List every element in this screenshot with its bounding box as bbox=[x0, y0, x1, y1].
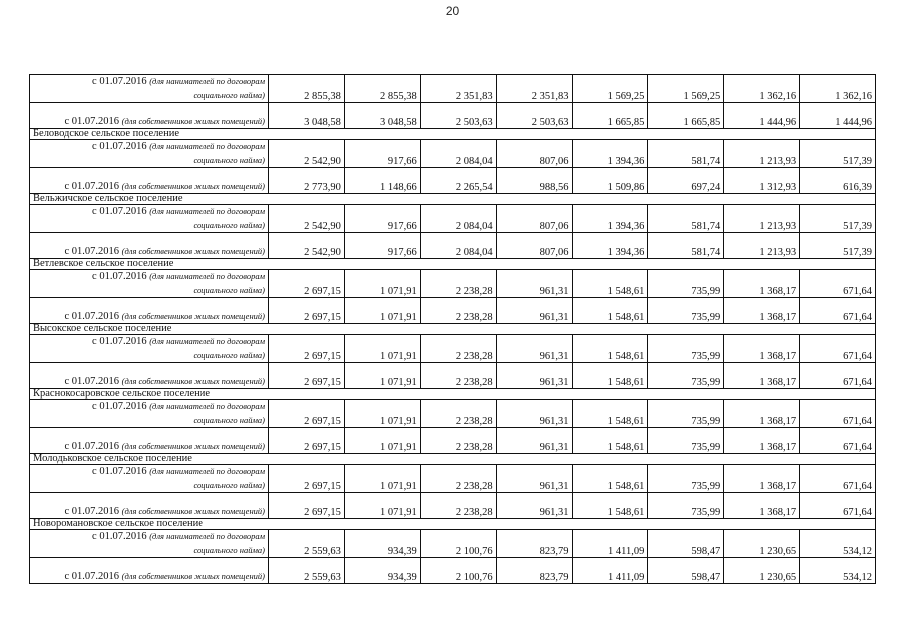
tariff-value-cell: 1 548,61 bbox=[572, 335, 648, 363]
row-label-owners bbox=[30, 428, 269, 454]
tariff-value-cell: 823,79 bbox=[496, 558, 572, 584]
row-label-tenants bbox=[30, 75, 269, 103]
tariff-value-cell: 807,06 bbox=[496, 205, 572, 233]
category-note: (для нанимателей по договорам bbox=[149, 141, 265, 151]
tariff-value-cell: 1 071,91 bbox=[344, 363, 420, 389]
table-row-owners bbox=[30, 168, 876, 194]
effective-date-text: с 01.07.2016 bbox=[92, 466, 150, 477]
tariff-value-cell: 1 509,86 bbox=[572, 168, 648, 194]
tariff-value-cell: 2 697,15 bbox=[269, 298, 345, 324]
tariff-value-cell: 1 569,25 bbox=[648, 75, 724, 103]
category-note: (для нанимателей по договорам bbox=[149, 206, 265, 216]
tariff-value-cell: 1 665,85 bbox=[572, 103, 648, 129]
tariff-value-cell: 1 071,91 bbox=[344, 298, 420, 324]
category-note: (для собственников жилых помещений) bbox=[121, 246, 265, 256]
tariff-value-cell: 961,31 bbox=[496, 363, 572, 389]
row-label-tenants bbox=[30, 400, 269, 428]
tariff-value-cell: 1 213,93 bbox=[724, 205, 800, 233]
category-note-continued: социального найма) bbox=[193, 349, 265, 360]
tariff-value-cell: 3 048,58 bbox=[269, 103, 345, 129]
tariff-table-body bbox=[30, 75, 876, 584]
tariff-value-cell: 934,39 bbox=[344, 558, 420, 584]
tariff-value-cell: 1 368,17 bbox=[724, 493, 800, 519]
tariff-value-cell: 671,64 bbox=[800, 465, 876, 493]
tariff-value-cell: 1 548,61 bbox=[572, 400, 648, 428]
section-header-row bbox=[30, 389, 876, 400]
tariff-value-cell: 917,66 bbox=[344, 140, 420, 168]
row-label-tenants bbox=[30, 465, 269, 493]
tariff-value-cell: 1 312,93 bbox=[724, 168, 800, 194]
tariff-value-cell: 671,64 bbox=[800, 428, 876, 454]
tariff-value-cell: 2 697,15 bbox=[269, 493, 345, 519]
tariff-value-cell: 2 855,38 bbox=[344, 75, 420, 103]
table-row-owners bbox=[30, 233, 876, 259]
settlement-name: Молодьковское сельское поселение bbox=[30, 454, 876, 465]
tariff-value-cell: 1 071,91 bbox=[344, 428, 420, 454]
tariff-value-cell: 1 548,61 bbox=[572, 270, 648, 298]
table-row-owners bbox=[30, 558, 876, 584]
tariff-value-cell: 616,39 bbox=[800, 168, 876, 194]
effective-date-text: с 01.07.2016 bbox=[64, 246, 122, 257]
table-row-owners bbox=[30, 103, 876, 129]
settlement-name: Высокское сельское поселение bbox=[30, 324, 876, 335]
tariff-value-cell: 2 084,04 bbox=[420, 140, 496, 168]
section-header-row bbox=[30, 454, 876, 465]
effective-date-text: с 01.07.2016 bbox=[64, 376, 122, 387]
settlement-name: Ветлевское сельское поселение bbox=[30, 259, 876, 270]
tariff-value-cell: 1 368,17 bbox=[724, 465, 800, 493]
tariff-value-cell: 2 697,15 bbox=[269, 335, 345, 363]
tariff-value-cell: 1 213,93 bbox=[724, 233, 800, 259]
tariff-value-cell: 1 071,91 bbox=[344, 335, 420, 363]
tariff-value-cell: 1 411,09 bbox=[572, 530, 648, 558]
tariff-value-cell: 2 542,90 bbox=[269, 205, 345, 233]
tariff-value-cell: 2 238,28 bbox=[420, 400, 496, 428]
tariff-value-cell: 517,39 bbox=[800, 233, 876, 259]
table-row-tenants bbox=[30, 400, 876, 428]
tariff-value-cell: 1 368,17 bbox=[724, 363, 800, 389]
table-row-owners bbox=[30, 428, 876, 454]
category-note: (для нанимателей по договорам bbox=[149, 271, 265, 281]
effective-date-text: с 01.07.2016 bbox=[92, 76, 150, 87]
tariff-value-cell: 1 569,25 bbox=[572, 75, 648, 103]
tariff-value-cell: 1 362,16 bbox=[724, 75, 800, 103]
table-row-owners bbox=[30, 363, 876, 389]
row-label-owners bbox=[30, 103, 269, 129]
category-note: (для собственников жилых помещений) bbox=[121, 181, 265, 191]
tariff-value-cell: 671,64 bbox=[800, 493, 876, 519]
row-label-tenants bbox=[30, 270, 269, 298]
tariff-value-cell: 598,47 bbox=[648, 530, 724, 558]
tariff-value-cell: 2 697,15 bbox=[269, 270, 345, 298]
tariff-value-cell: 735,99 bbox=[648, 298, 724, 324]
tariff-value-cell: 2 697,15 bbox=[269, 400, 345, 428]
tariff-value-cell: 1 444,96 bbox=[724, 103, 800, 129]
tariff-value-cell: 1 071,91 bbox=[344, 400, 420, 428]
tariff-value-cell: 1 148,66 bbox=[344, 168, 420, 194]
tariff-value-cell: 671,64 bbox=[800, 270, 876, 298]
tariff-value-cell: 2 697,15 bbox=[269, 465, 345, 493]
tariff-value-cell: 2 238,28 bbox=[420, 298, 496, 324]
tariff-value-cell: 1 213,93 bbox=[724, 140, 800, 168]
tariff-value-cell: 1 071,91 bbox=[344, 270, 420, 298]
category-note: (для собственников жилых помещений) bbox=[121, 116, 265, 126]
tariff-value-cell: 934,39 bbox=[344, 530, 420, 558]
tariff-value-cell: 534,12 bbox=[800, 530, 876, 558]
effective-date-text: с 01.07.2016 bbox=[92, 336, 150, 347]
tariff-value-cell: 2 697,15 bbox=[269, 363, 345, 389]
tariff-value-cell: 598,47 bbox=[648, 558, 724, 584]
effective-date-text: с 01.07.2016 bbox=[92, 271, 150, 282]
tariff-value-cell: 2 559,63 bbox=[269, 558, 345, 584]
tariff-value-cell: 961,31 bbox=[496, 428, 572, 454]
tariff-value-cell: 735,99 bbox=[648, 428, 724, 454]
row-label-owners bbox=[30, 168, 269, 194]
category-note-continued: социального найма) bbox=[193, 154, 265, 165]
effective-date-text: с 01.07.2016 bbox=[64, 571, 122, 582]
tariff-value-cell: 961,31 bbox=[496, 270, 572, 298]
effective-date-text: с 01.07.2016 bbox=[92, 401, 150, 412]
tariff-value-cell: 1 394,36 bbox=[572, 140, 648, 168]
effective-date-text: с 01.07.2016 bbox=[64, 506, 122, 517]
tariff-value-cell: 534,12 bbox=[800, 558, 876, 584]
category-note: (для нанимателей по договорам bbox=[149, 466, 265, 476]
tariff-value-cell: 735,99 bbox=[648, 400, 724, 428]
table-row-tenants bbox=[30, 335, 876, 363]
tariff-value-cell: 735,99 bbox=[648, 363, 724, 389]
tariff-value-cell: 988,56 bbox=[496, 168, 572, 194]
category-note: (для собственников жилых помещений) bbox=[121, 571, 265, 581]
table-row-owners bbox=[30, 298, 876, 324]
tariff-value-cell: 2 503,63 bbox=[420, 103, 496, 129]
tariff-value-cell: 1 394,36 bbox=[572, 205, 648, 233]
tariff-value-cell: 2 773,90 bbox=[269, 168, 345, 194]
category-note: (для нанимателей по договорам bbox=[149, 531, 265, 541]
effective-date-text: с 01.07.2016 bbox=[64, 181, 122, 192]
category-note: (для собственников жилых помещений) bbox=[121, 506, 265, 516]
tariff-value-cell: 961,31 bbox=[496, 400, 572, 428]
effective-date-text: с 01.07.2016 bbox=[64, 311, 122, 322]
tariff-value-cell: 735,99 bbox=[648, 335, 724, 363]
tariff-value-cell: 671,64 bbox=[800, 298, 876, 324]
tariff-value-cell: 1 444,96 bbox=[800, 103, 876, 129]
category-note-continued: социального найма) bbox=[193, 544, 265, 555]
settlement-name: Вельжичское сельское поселение bbox=[30, 194, 876, 205]
table-row-tenants bbox=[30, 140, 876, 168]
tariff-value-cell: 1 548,61 bbox=[572, 493, 648, 519]
settlement-name: Новоромановское сельское поселение bbox=[30, 519, 876, 530]
tariff-value-cell: 671,64 bbox=[800, 400, 876, 428]
table-row-tenants bbox=[30, 270, 876, 298]
tariff-value-cell: 1 230,65 bbox=[724, 558, 800, 584]
effective-date-text: с 01.07.2016 bbox=[64, 116, 122, 127]
tariff-value-cell: 581,74 bbox=[648, 233, 724, 259]
tariff-value-cell: 807,06 bbox=[496, 233, 572, 259]
tariff-value-cell: 1 071,91 bbox=[344, 465, 420, 493]
tariff-value-cell: 2 542,90 bbox=[269, 233, 345, 259]
tariff-value-cell: 2 238,28 bbox=[420, 493, 496, 519]
tariff-value-cell: 1 548,61 bbox=[572, 428, 648, 454]
row-label-tenants bbox=[30, 205, 269, 233]
tariff-value-cell: 1 394,36 bbox=[572, 233, 648, 259]
tariff-value-cell: 2 238,28 bbox=[420, 335, 496, 363]
tariff-value-cell: 1 548,61 bbox=[572, 465, 648, 493]
category-note: (для собственников жилых помещений) bbox=[121, 311, 265, 321]
tariff-value-cell: 2 084,04 bbox=[420, 205, 496, 233]
tariff-value-cell: 671,64 bbox=[800, 363, 876, 389]
section-header-row bbox=[30, 259, 876, 270]
section-header-row bbox=[30, 324, 876, 335]
tariff-value-cell: 517,39 bbox=[800, 140, 876, 168]
category-note: (для собственников жилых помещений) bbox=[121, 376, 265, 386]
tariff-value-cell: 1 368,17 bbox=[724, 270, 800, 298]
tariff-value-cell: 2 265,54 bbox=[420, 168, 496, 194]
tariff-value-cell: 735,99 bbox=[648, 465, 724, 493]
tariff-value-cell: 1 548,61 bbox=[572, 298, 648, 324]
table-row-tenants bbox=[30, 75, 876, 103]
table-row-owners bbox=[30, 493, 876, 519]
effective-date-text: с 01.07.2016 bbox=[64, 441, 122, 452]
tariff-value-cell: 1 368,17 bbox=[724, 400, 800, 428]
table-row-tenants bbox=[30, 465, 876, 493]
tariff-value-cell: 671,64 bbox=[800, 335, 876, 363]
category-note-continued: социального найма) bbox=[193, 414, 265, 425]
tariff-value-cell: 581,74 bbox=[648, 140, 724, 168]
tariff-value-cell: 697,24 bbox=[648, 168, 724, 194]
tariff-value-cell: 2 238,28 bbox=[420, 270, 496, 298]
effective-date-text: с 01.07.2016 bbox=[92, 206, 150, 217]
category-note: (для нанимателей по договорам bbox=[149, 401, 265, 411]
category-note: (для собственников жилых помещений) bbox=[121, 441, 265, 451]
tariff-value-cell: 917,66 bbox=[344, 233, 420, 259]
tariff-value-cell: 1 071,91 bbox=[344, 493, 420, 519]
section-header-row bbox=[30, 194, 876, 205]
row-label-owners bbox=[30, 298, 269, 324]
page-number: 20 bbox=[445, 4, 460, 18]
settlement-name: Беловодское сельское поселение bbox=[30, 129, 876, 140]
section-header-row bbox=[30, 129, 876, 140]
effective-date-text: с 01.07.2016 bbox=[92, 531, 150, 542]
tariff-value-cell: 517,39 bbox=[800, 205, 876, 233]
tariff-value-cell: 961,31 bbox=[496, 335, 572, 363]
row-label-owners bbox=[30, 558, 269, 584]
tariff-value-cell: 1 665,85 bbox=[648, 103, 724, 129]
tariff-value-cell: 1 368,17 bbox=[724, 428, 800, 454]
settlement-name: Краснокосаровское сельское поселение bbox=[30, 389, 876, 400]
tariff-value-cell: 581,74 bbox=[648, 205, 724, 233]
tariff-value-cell: 735,99 bbox=[648, 270, 724, 298]
tariff-value-cell: 1 368,17 bbox=[724, 298, 800, 324]
tariff-value-cell: 2 542,90 bbox=[269, 140, 345, 168]
table-row-tenants bbox=[30, 205, 876, 233]
section-header-row bbox=[30, 519, 876, 530]
tariff-value-cell: 2 559,63 bbox=[269, 530, 345, 558]
tariff-value-cell: 961,31 bbox=[496, 465, 572, 493]
tariff-value-cell: 917,66 bbox=[344, 205, 420, 233]
tariff-value-cell: 1 230,65 bbox=[724, 530, 800, 558]
category-note-continued: социального найма) bbox=[193, 479, 265, 490]
tariff-value-cell: 3 048,58 bbox=[344, 103, 420, 129]
tariff-value-cell: 1 548,61 bbox=[572, 363, 648, 389]
tariff-value-cell: 2 100,76 bbox=[420, 530, 496, 558]
tariff-value-cell: 2 351,83 bbox=[496, 75, 572, 103]
row-label-tenants bbox=[30, 530, 269, 558]
tariff-value-cell: 2 238,28 bbox=[420, 428, 496, 454]
tariff-value-cell: 2 503,63 bbox=[496, 103, 572, 129]
tariff-value-cell: 1 368,17 bbox=[724, 335, 800, 363]
row-label-owners bbox=[30, 233, 269, 259]
category-note-continued: социального найма) bbox=[193, 284, 265, 295]
row-label-owners bbox=[30, 493, 269, 519]
tariff-value-cell: 2 238,28 bbox=[420, 363, 496, 389]
effective-date-text: с 01.07.2016 bbox=[92, 141, 150, 152]
row-label-tenants bbox=[30, 335, 269, 363]
tariff-value-cell: 2 084,04 bbox=[420, 233, 496, 259]
tariff-value-cell: 2 697,15 bbox=[269, 428, 345, 454]
tariff-value-cell: 961,31 bbox=[496, 493, 572, 519]
tariff-value-cell: 2 238,28 bbox=[420, 465, 496, 493]
tariff-value-cell: 961,31 bbox=[496, 298, 572, 324]
tariff-value-cell: 2 100,76 bbox=[420, 558, 496, 584]
tariff-value-cell: 1 411,09 bbox=[572, 558, 648, 584]
row-label-owners bbox=[30, 363, 269, 389]
tariff-value-cell: 1 362,16 bbox=[800, 75, 876, 103]
category-note-continued: социального найма) bbox=[193, 219, 265, 230]
tariff-value-cell: 2 351,83 bbox=[420, 75, 496, 103]
tariff-value-cell: 807,06 bbox=[496, 140, 572, 168]
category-note-continued: социального найма) bbox=[193, 89, 265, 100]
tariff-value-cell: 2 855,38 bbox=[269, 75, 345, 103]
tariff-table bbox=[29, 74, 876, 584]
table-row-tenants bbox=[30, 530, 876, 558]
tariff-value-cell: 823,79 bbox=[496, 530, 572, 558]
tariff-value-cell: 735,99 bbox=[648, 493, 724, 519]
category-note: (для нанимателей по договорам bbox=[149, 336, 265, 346]
row-label-tenants bbox=[30, 140, 269, 168]
category-note: (для нанимателей по договорам bbox=[149, 76, 265, 86]
